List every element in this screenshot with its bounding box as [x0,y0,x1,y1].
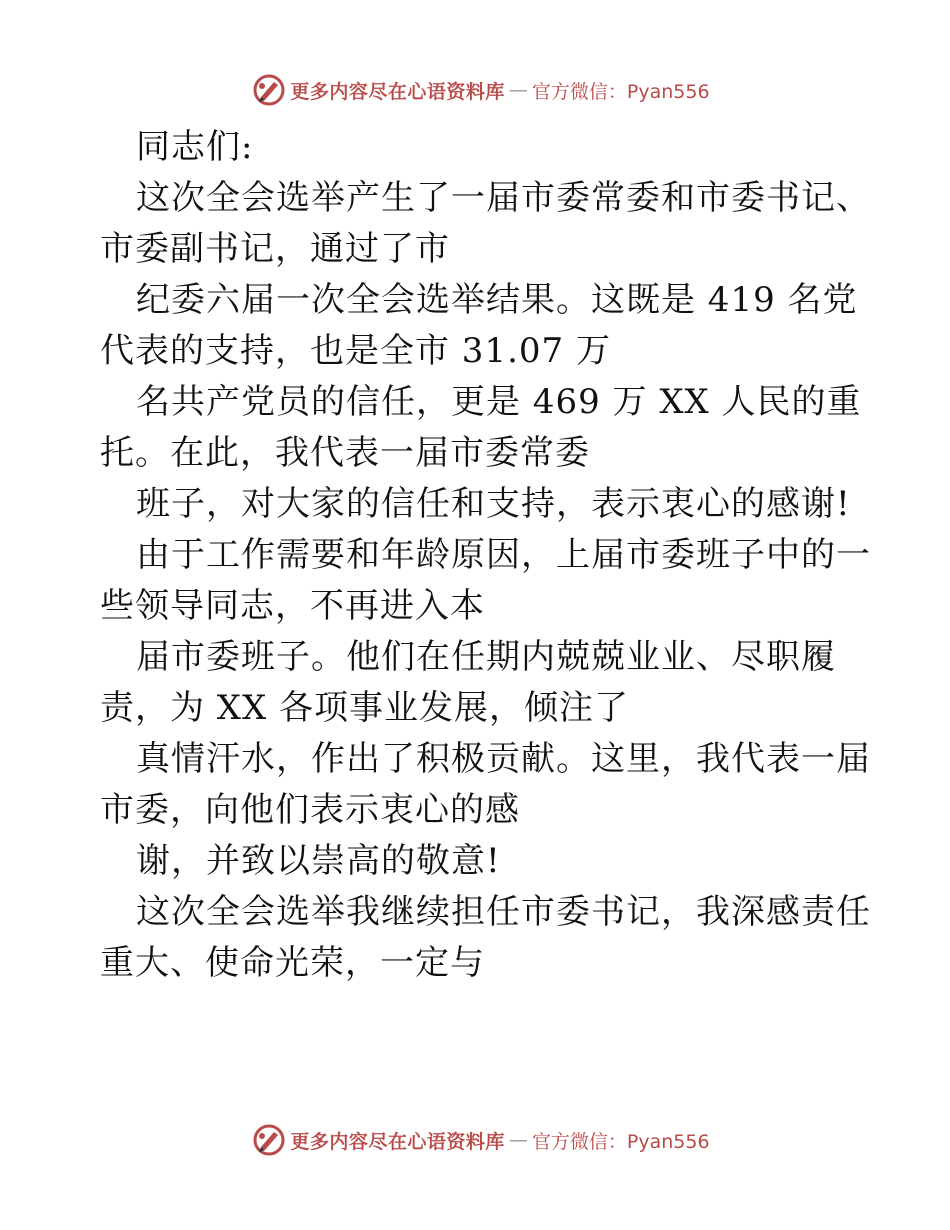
footer-banner-content [252,1123,709,1157]
text-line: 由于工作需要和年龄原因，上届市委班子中的一 [136,535,871,575]
footer-site-text: 更多内容尽在心语资料库 [290,1130,505,1153]
header-wechat-text: 官方微信：Pyan556 [531,80,710,103]
text-line: 些领导同志，不再进入本 [100,586,485,626]
text-line: 这次全会选举产生了一届市委常委和市委书记、 [136,178,871,218]
text-line: 谢，并致以崇高的敬意! [136,841,501,881]
pen-logo-icon [252,73,286,107]
text-line: 班子，对大家的信任和支持，表示衷心的感谢! [136,484,851,524]
text-line: 市委副书记，通过了市 [100,229,450,269]
header-banner [0,70,950,110]
text-line: 真情汗水，作出了积极贡献。这里，我代表一届 [136,739,871,779]
text-line: 代表的支持，也是全市 31.07 万 [100,331,611,371]
footer-wechat-text: 官方微信：Pyan556 [531,1130,710,1153]
text-line: 市委，向他们表示衷心的感 [100,790,520,830]
text-line: 名共产党员的信任，更是 469 万 XX 人民的重 [136,382,862,422]
text-line: 同志们: [136,127,254,167]
text-line: 届市委班子。他们在任期内兢兢业业、尽职履 [136,637,836,677]
footer-separator: — [508,1129,528,1151]
document-body [100,122,890,989]
text-line: 这次全会选举我继续担任市委书记，我深感责任 [136,892,871,932]
header-site-text: 更多内容尽在心语资料库 [290,80,505,103]
text-line: 责，为 XX 各项事业发展，倾注了 [100,688,630,728]
header-separator: — [508,79,528,101]
text-line: 重大、使命光荣，一定与 [100,943,485,983]
pen-logo-icon [252,1123,286,1157]
text-line: 纪委六届一次全会选举结果。这既是 419 名党 [136,280,858,320]
footer-banner [0,1120,950,1160]
header-banner-content [252,73,709,107]
text-line: 托。在此，我代表一届市委常委 [100,433,590,473]
